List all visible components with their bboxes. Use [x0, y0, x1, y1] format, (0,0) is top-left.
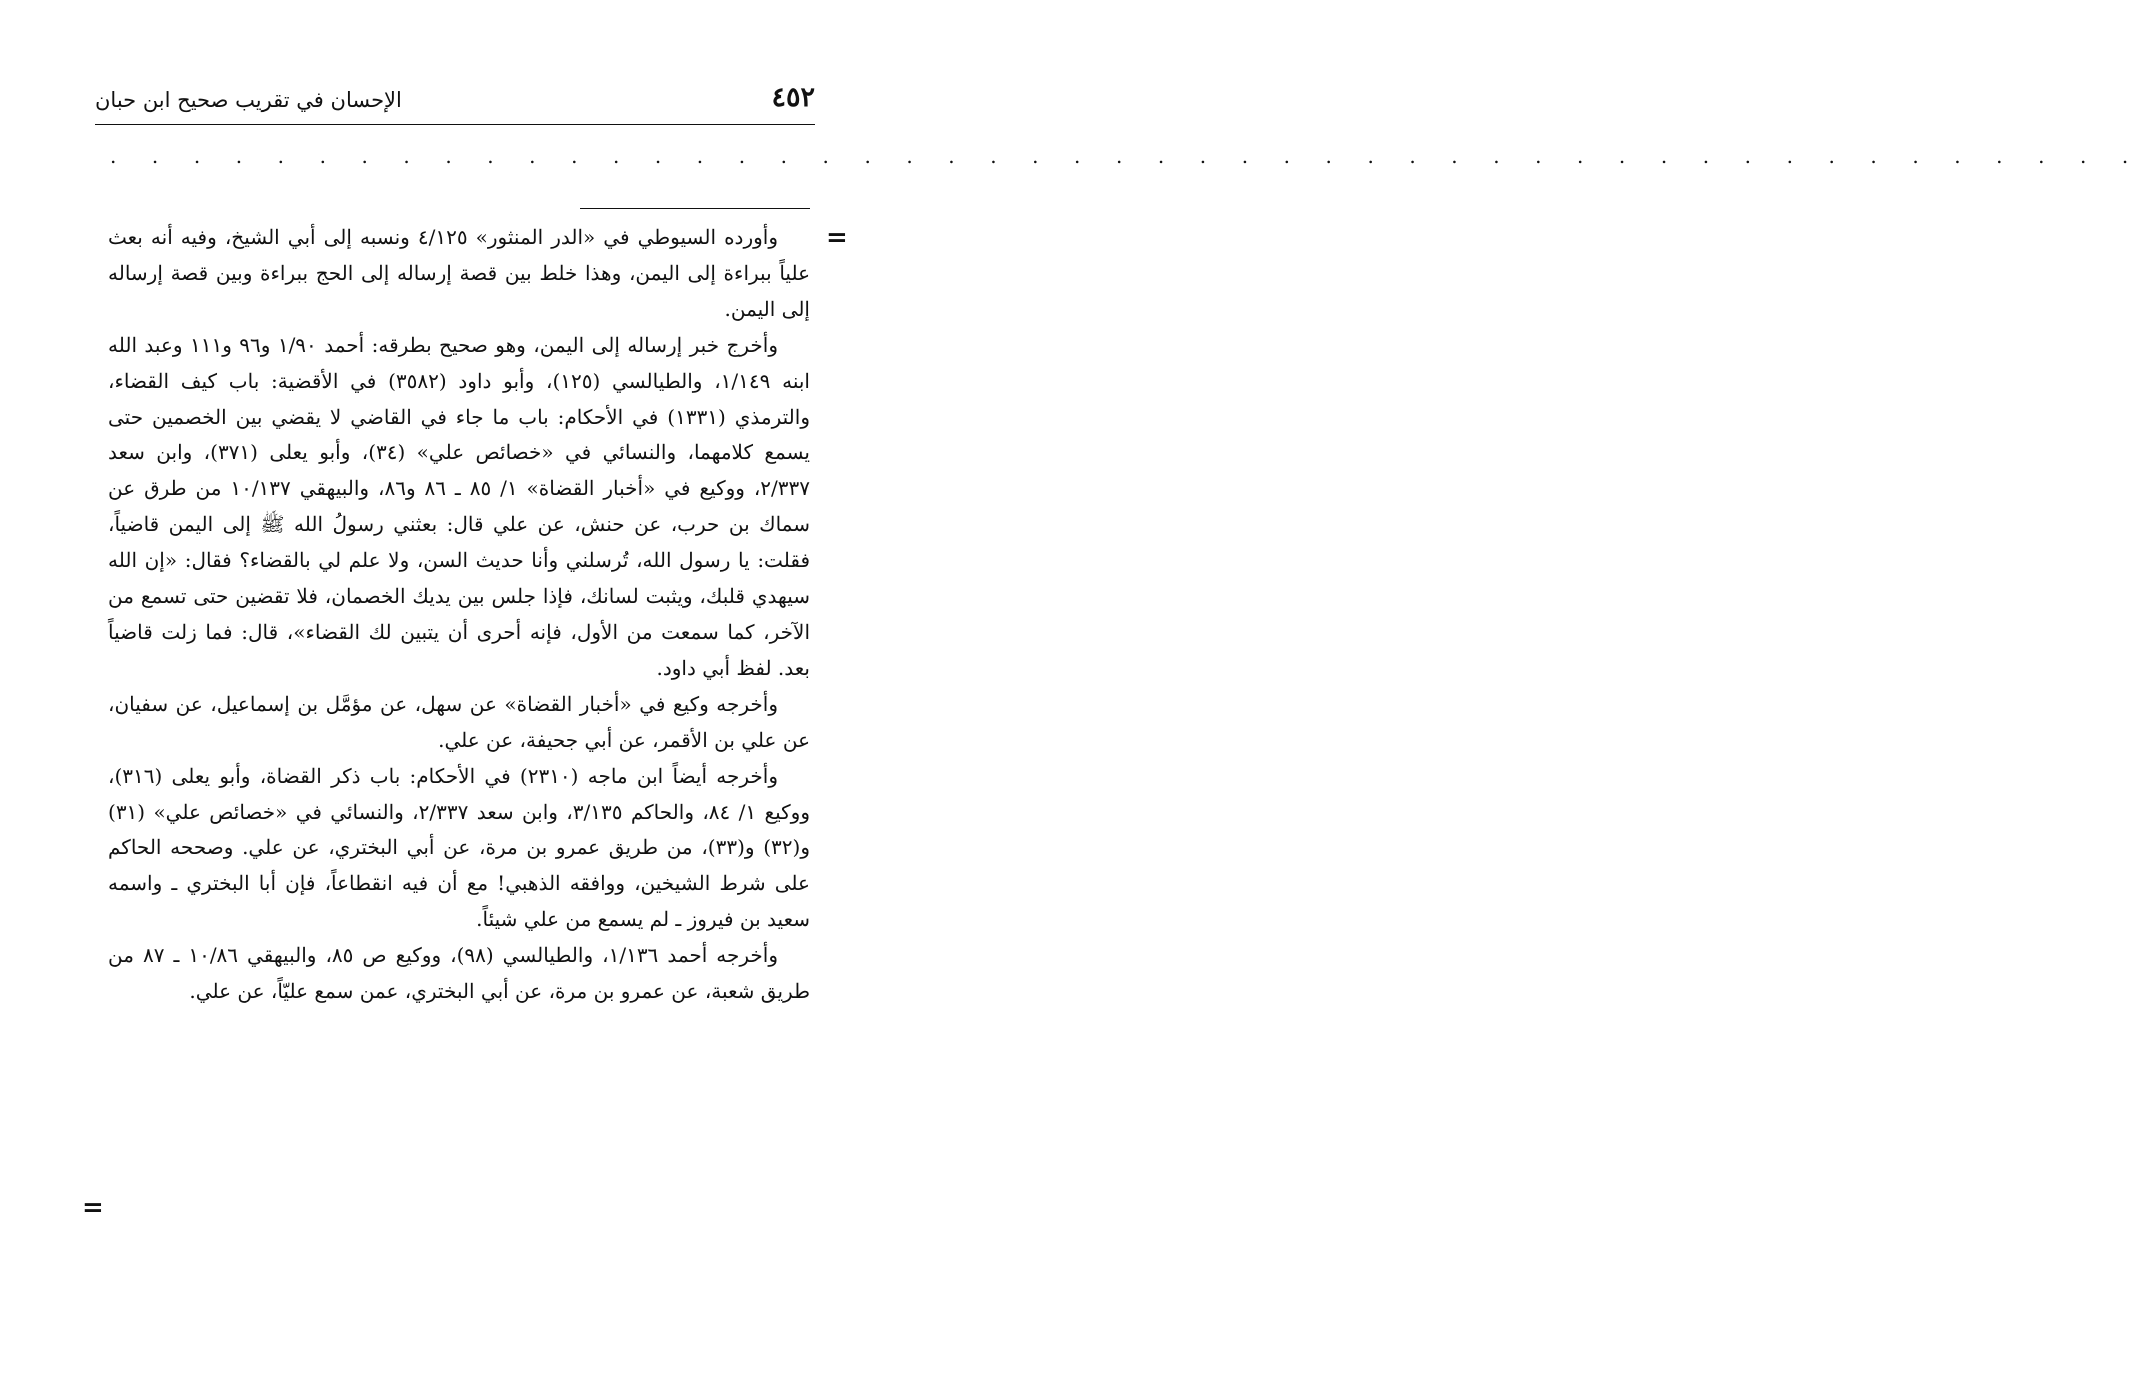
footnote-rule: [580, 208, 810, 209]
running-title: الإحسان في تقريب صحيح ابن حبان: [95, 88, 402, 112]
paragraph-suyuti: وأورده السيوطي في «الدر المنثور» ٤/١٢٥ ونسبه إلى أبي الشيخ، وفيه أنه بعث علياً ببراءة إلى اليمن، وهذا خلط بين قصة إرساله إلى الحج ببراءة وبين قصة إرساله إلى اليمن.: [108, 225, 810, 321]
paragraph-yemen-report: وأخرج خبر إرساله إلى اليمن، وهو صحيح بطرقه: أحمد ١/٩٠ و٩٦ و١١١ وعبد الله ابنه ١/١٤٩، والطيالسي (١٢٥)، وأبو داود (٣٥٨٢) في الأقضية: باب كيف القضاء، والترمذي (١٣٣١) في الأحكام: باب ما جاء في القاضي لا يقضي بين الخصمين حتى يسمع كلامهما، والنسائي في «خصائص علي» (٣٤)، وأبو يعلى (٣٧١)، وابن سعد ٢/٣٣٧، ووكيع في «أخبار القضاة» ١/ ٨٥ ـ ٨٦ و٨٦، والبيهقي ١٠/١٣٧ من طرق عن سماك بن حرب، عن حنش، عن علي قال: بعثني رسولُ الله ﷺ إلى اليمن قاضياً، فقلت: يا رسول الله، تُرسلني وأنا حديث السن، ولا علم لي بالقضاء؟ فقال: «إن الله سيهدي قلبك، ويثبت لسانك، فإذا جلس بين يديك الخصمان، فلا تقضين حتى تسمع من الآخر، كما سمعت من الأول، فإنه أحرى أن يتبين لك القضاء»، قال: فما زلت قاضياً بعد. لفظ أبي داود.: [108, 332, 811, 680]
footnote-text: [108, 220, 810, 1010]
continuation-mark-bottom: =: [82, 1193, 104, 1223]
continuation-mark-top: =: [826, 223, 848, 253]
paragraph-waki: وأخرجه وكيع في «أخبار القضاة» عن سهل، عن مؤمَّل بن إسماعيل، عن سفيان، عن علي بن الأقمر، عن أبي جحيفة، عن علي.: [108, 691, 810, 752]
paragraph-ahmad: وأخرجه أحمد ١/١٣٦، والطيالسي (٩٨)، ووكيع ص ٨٥، والبيهقي ١٠/٨٦ ـ ٨٧ من طريق شعبة، عن عمرو بن مرة، عن أبي البختري، عمن سمع عليّاً، عن علي.: [108, 943, 810, 1004]
paragraph-ibn-majah: وأخرجه أيضاً ابن ماجه (٢٣١٠) في الأحكام: باب ذكر القضاة، وأبو يعلى (٣١٦)، ووكيع ١/ ٨٤، والحاكم ٣/١٣٥، وابن سعد ٢/٣٣٧، والنسائي في «خصائص علي» (٣١) و(٣٢) و(٣٣)، من طريق عمرو بن مرة، عن أبي البختري، عن علي. وصححه الحاكم على شرط الشيخين، ووافقه الذهبي! مع أن فيه انقطاعاً، فإن أبا البختري ـ واسمه سعيد بن فيروز ـ لم يسمع من علي شيئاً.: [108, 763, 810, 932]
separator-dots: . . . . . . . . . . . . . . . . . . . . . . . . . . . . . . . . . . . . . . . . . . . . . . . . .: [110, 144, 2143, 168]
page-header: [95, 78, 815, 122]
header-rule: [95, 124, 815, 125]
page-number: ٤٥٢: [771, 82, 815, 113]
